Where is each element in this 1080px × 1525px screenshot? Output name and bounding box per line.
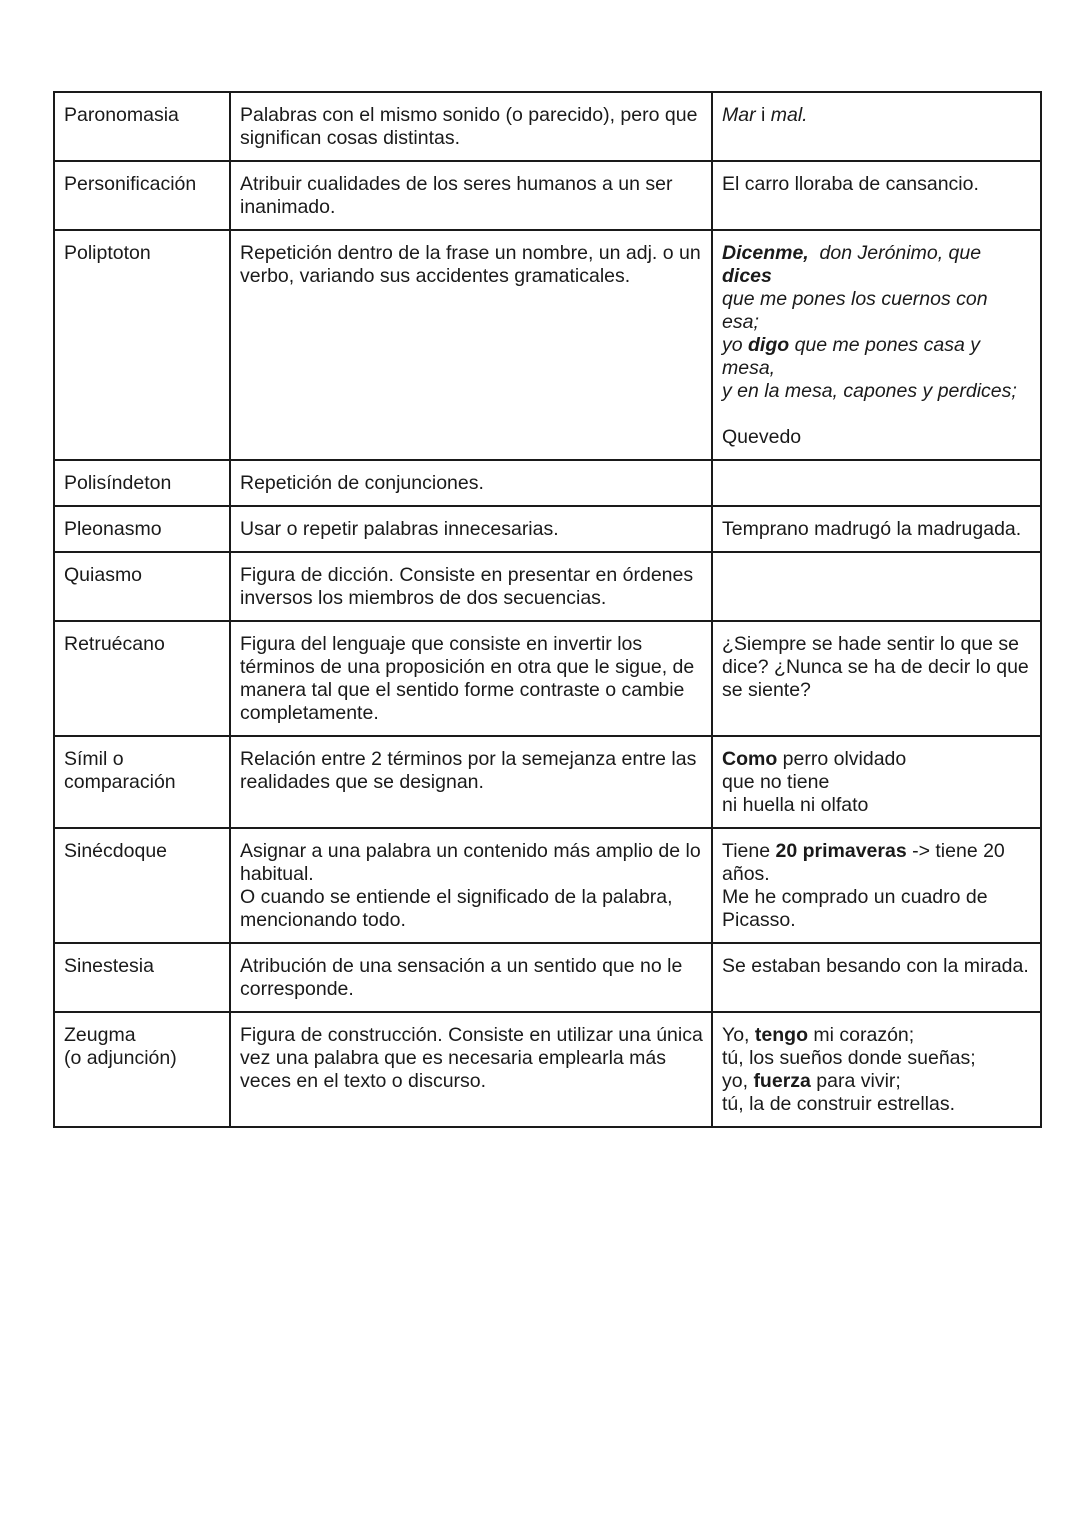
definition-cell	[230, 552, 712, 621]
poem-fragment: que me pones casa y	[789, 334, 980, 356]
table-row	[54, 460, 1041, 506]
poem-line: mesa,	[722, 357, 776, 379]
example-cell	[712, 736, 1041, 828]
poem-emphasis: fuerza	[753, 1070, 811, 1092]
term-cell	[54, 161, 230, 230]
definition-text: O cuando se entiende el significado de la palabra, mencionando todo.	[240, 886, 673, 931]
poem-emphasis: Dicenme,	[722, 242, 809, 264]
example-cell	[712, 230, 1041, 460]
definition-text: Atribución de una sensación a un sentido que no le corresponde.	[240, 955, 683, 1000]
rhetorical-figures-table	[53, 91, 1042, 1128]
term-text: Zeugma	[64, 1024, 136, 1046]
table-row	[54, 92, 1041, 161]
term-cell	[54, 828, 230, 943]
term-cell	[54, 92, 230, 161]
term-text: Quiasmo	[64, 564, 143, 586]
term-text: Poliptoton	[64, 242, 151, 264]
poem-line: esa;	[722, 311, 759, 333]
term-cell	[54, 621, 230, 736]
poem-fragment: para vivir;	[810, 1070, 901, 1092]
term-text: Sinestesia	[64, 955, 154, 977]
example-cell	[712, 552, 1041, 621]
poem-line: tú, la de construir estrellas.	[722, 1093, 956, 1115]
poem-line	[722, 1070, 1032, 1093]
table-row	[54, 552, 1041, 621]
table-row	[54, 621, 1041, 736]
poem-fragment: perro olvidado	[777, 748, 907, 770]
definition-cell	[230, 1012, 712, 1127]
example-text: El carro lloraba de cansancio.	[722, 173, 979, 195]
example-text: Se estaban besando con la mirada.	[722, 955, 1029, 977]
definition-text: Usar o repetir palabras innecesarias.	[240, 518, 559, 540]
table-row	[54, 1012, 1041, 1127]
definition-text: Repetición dentro de la frase un nombre, un adj. o un verbo, variando sus accidentes gramaticales.	[240, 242, 701, 287]
example-cell	[712, 1012, 1041, 1127]
example-text: ¿Siempre se hade sentir lo que se dice? ¿Nunca se ha de decir lo que se siente?	[722, 633, 1029, 701]
definition-cell	[230, 828, 712, 943]
table-row	[54, 943, 1041, 1012]
poem-line	[722, 1024, 1032, 1047]
table-row	[54, 828, 1041, 943]
example-word: i	[755, 104, 771, 126]
example-cell	[712, 506, 1041, 552]
spacer	[722, 403, 1032, 426]
term-cell	[54, 460, 230, 506]
poem-line: que me pones los cuernos con	[722, 288, 988, 310]
term-cell	[54, 506, 230, 552]
term-text: Paronomasia	[64, 104, 179, 126]
poem-fragment: yo	[722, 334, 749, 356]
definition-cell	[230, 943, 712, 1012]
example-word: mal.	[770, 104, 808, 126]
definition-text: Figura del lenguaje que consiste en invertir los términos de una proposición en otra que le sigue, de manera tal que el sentido forme contraste o cambie completamente.	[240, 633, 695, 724]
term-text: Símil o	[64, 748, 124, 770]
poem-fragment: Yo,	[722, 1024, 755, 1046]
definition-text: Relación entre 2 términos por la semejanza entre las realidades que se designan.	[240, 748, 697, 793]
definition-cell	[230, 92, 712, 161]
term-cell	[54, 943, 230, 1012]
term-text: (o adjunción)	[64, 1047, 177, 1069]
poem-line: ni huella ni olfato	[722, 794, 869, 816]
table-row	[54, 230, 1041, 460]
example-word: Mar	[722, 104, 756, 126]
example-cell	[712, 92, 1041, 161]
example-cell	[712, 161, 1041, 230]
definition-text: Figura de dicción. Consiste en presentar en órdenes inversos los miembros de dos secuencias.	[240, 564, 694, 609]
example-cell	[712, 621, 1041, 736]
term-text: Polisíndeton	[64, 472, 172, 494]
example-line	[722, 840, 1032, 886]
term-text: comparación	[64, 771, 176, 793]
term-text: Sinécdoque	[64, 840, 168, 862]
definition-text: Atribuir cualidades de los seres humanos a un ser inanimado.	[240, 173, 673, 218]
definition-text: Palabras con el mismo sonido (o parecido), pero que significan cosas distintas.	[240, 104, 698, 149]
term-cell	[54, 736, 230, 828]
poem-fragment: mi corazón;	[807, 1024, 915, 1046]
example-cell	[712, 460, 1041, 506]
poem-line	[722, 242, 1032, 265]
definition-cell	[230, 736, 712, 828]
poem-line	[722, 334, 1032, 357]
example-text: Temprano madrugó la madrugada.	[722, 518, 1022, 540]
term-cell	[54, 552, 230, 621]
table-row	[54, 506, 1041, 552]
definition-cell	[230, 460, 712, 506]
term-cell	[54, 1012, 230, 1127]
poem-line: dices	[722, 265, 772, 287]
definition-cell	[230, 506, 712, 552]
poem-emphasis: Como	[722, 748, 778, 770]
example-line: Me he comprado un cuadro de Picasso.	[722, 886, 988, 931]
poem-line: que no tiene	[722, 771, 830, 793]
poem-emphasis: digo	[748, 334, 790, 356]
poem-line	[722, 748, 1032, 771]
definition-text: Figura de construcción. Consiste en utilizar una única vez una palabra que es necesaria emplearla más veces en el texto o discurso.	[240, 1024, 703, 1092]
poem-author: Quevedo	[722, 426, 802, 448]
example-cell	[712, 943, 1041, 1012]
term-text: Pleonasmo	[64, 518, 162, 540]
poem-line: y en la mesa, capones y perdices;	[722, 380, 1017, 402]
example-fragment: -> tiene 20 años.	[722, 840, 1005, 885]
table-row	[54, 161, 1041, 230]
poem-fragment: yo,	[722, 1070, 754, 1092]
definition-cell	[230, 161, 712, 230]
term-cell	[54, 230, 230, 460]
definition-text: Asignar a una palabra un contenido más amplio de lo habitual.	[240, 840, 701, 885]
definition-cell	[230, 621, 712, 736]
term-text: Retruécano	[64, 633, 165, 655]
table-row	[54, 736, 1041, 828]
example-fragment: Tiene	[722, 840, 776, 862]
definition-cell	[230, 230, 712, 460]
poem-fragment: don Jerónimo, que	[808, 242, 982, 264]
term-text: Personificación	[64, 173, 197, 195]
example-emphasis: 20 primaveras	[775, 840, 907, 862]
poem-line: tú, los sueños donde sueñas;	[722, 1047, 976, 1069]
definition-text: Repetición de conjunciones.	[240, 472, 484, 494]
poem-emphasis: tengo	[754, 1024, 808, 1046]
example-cell	[712, 828, 1041, 943]
